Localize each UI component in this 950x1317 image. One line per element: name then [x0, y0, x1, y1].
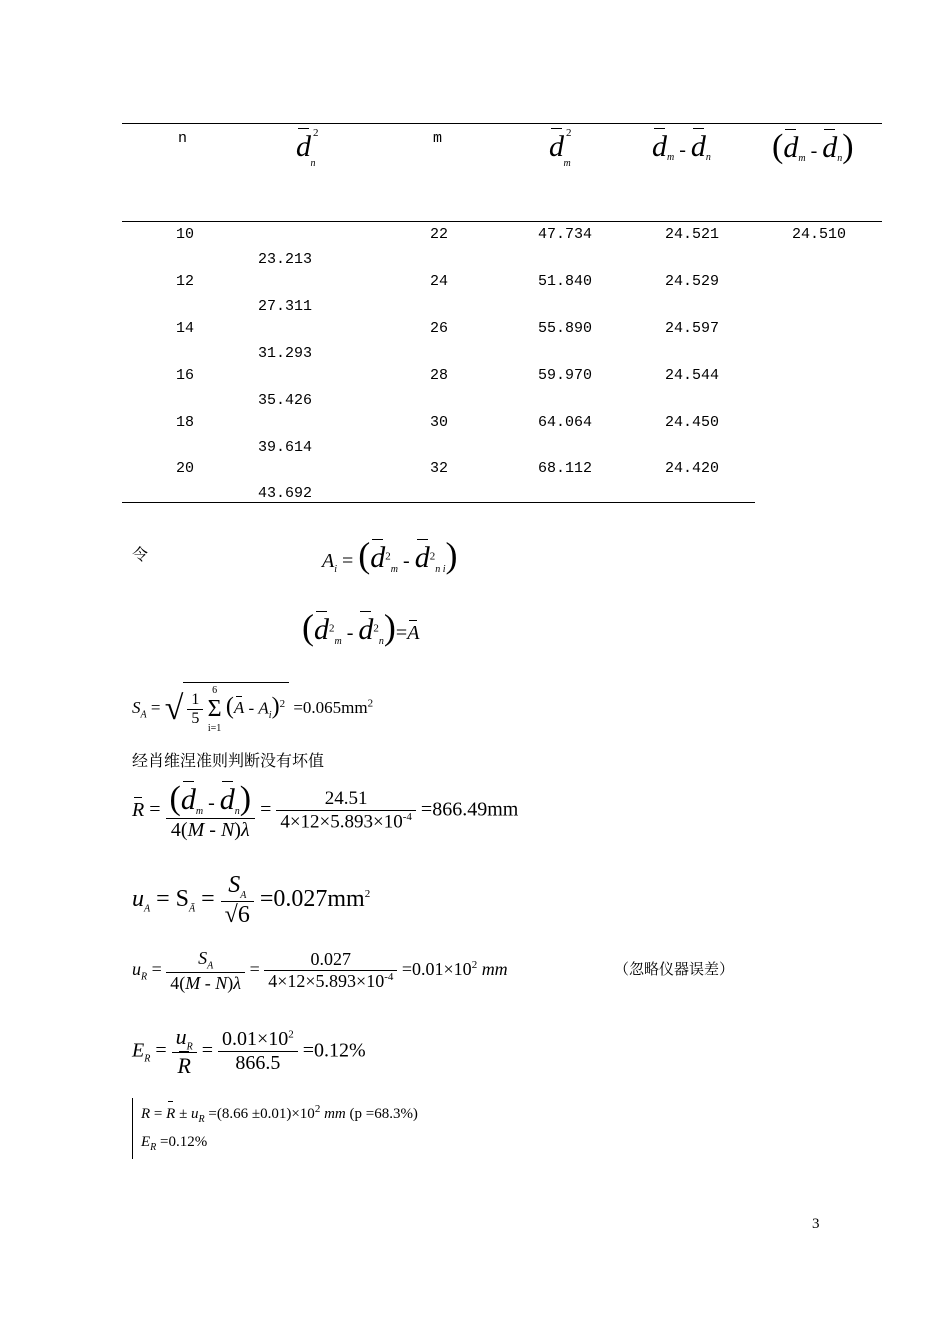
header-dm2: d $^2_m$: [549, 126, 572, 170]
formula-er: $E_R$ = $\frac{u_R}{R}$ = $\frac{0.01\times 10^2}{866.5}$ =0.12%: [132, 1024, 366, 1079]
formula-ur: $u_R$ = $\frac{S_A}{4(M - N)\lambda}$ = $\frac{0.027}{4\times 12\times 5.893\times 10^{-4}}$ $=0.01\times 10^2$ mm: [132, 948, 508, 993]
header-m: m: [433, 130, 443, 147]
ling-label: 令: [132, 545, 149, 564]
header-mean: $(d_m - d_n)$: [772, 128, 854, 165]
final-result: $R = R \pm u_R =(8.66 \pm 0.01)\times 10^2$ mm (p =68.3%) $E_R =0.12\%$: [132, 1098, 418, 1159]
table-header-rule: [122, 221, 882, 222]
formula-r: R = $\frac{(d_m - d_n)}{4(M - N)\lambda}$ = $\frac{24.51}{4\times 12\times 5.893\times 10^{-4}}$ =866.49mm: [132, 780, 519, 841]
table-top-rule: [122, 123, 882, 124]
header-dn2: d $^2_n$: [296, 126, 319, 170]
formula-sa: $S_A$ = √ $\frac{1}{5}$ 6 Σ i=1 $(A - A_i)^2 =0.065mm^2$: [132, 682, 373, 736]
table-bottom-rule: [122, 502, 755, 503]
ignore-note: （忽略仪器误差）: [614, 960, 735, 978]
formula-ai: $A_i = (d^2_m - d^2_{n i})$: [322, 535, 458, 575]
formula-ua: $u_A = S_Ā$ = $\frac{S_A}{√6}$ $=0.027mm^2$: [132, 872, 371, 928]
criterion-text: 经肖维涅准则判断没有坏值: [132, 751, 325, 770]
page-number: 3: [812, 1216, 820, 1232]
header-diff: $d_m - d_n$: [652, 130, 711, 164]
header-n: n: [178, 130, 188, 147]
formula-abar: $(d^2_m - d^2_n)=A$: [302, 607, 420, 647]
